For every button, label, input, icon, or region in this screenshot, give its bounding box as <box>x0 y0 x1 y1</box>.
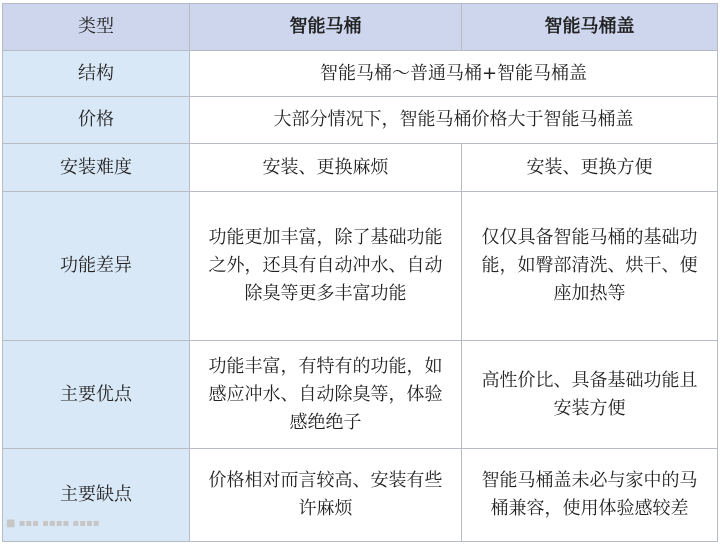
smart-toilet-cell: 功能更加丰富，除了基础功能之外，还具有自动冲水、自动除臭等更多丰富功能 <box>190 192 462 341</box>
watermark: ■ ▪▪▪ ▪▪▪▪ ▪▪▪▪ <box>6 518 100 529</box>
row-label: 安装难度 <box>3 144 190 192</box>
comparison-table <box>2 3 718 542</box>
row-main-disadvantages <box>3 449 718 542</box>
smart-seat-cell: 仅仅具备智能马桶的基础功能，如臀部清洗、烘干、便座加热等 <box>462 192 718 341</box>
row-install-difficulty <box>3 144 718 192</box>
row-label: 主要优点 <box>3 341 190 449</box>
row-structure <box>3 51 718 97</box>
row-label: 功能差异 <box>3 192 190 341</box>
row-label: 价格 <box>3 97 190 144</box>
smart-seat-cell: 智能马桶盖未必与家中的马桶兼容，使用体验感较差 <box>462 449 718 542</box>
smart-seat-cell: 高性价比、具备基础功能且安装方便 <box>462 341 718 449</box>
row-function-difference <box>3 192 718 341</box>
smart-toilet-cell: 价格相对而言较高、安装有些许麻烦 <box>190 449 462 542</box>
header-row <box>3 4 718 51</box>
smart-toilet-cell: 安装、更换麻烦 <box>190 144 462 192</box>
row-main-advantages <box>3 341 718 449</box>
row-price <box>3 97 718 144</box>
row-label: 主要缺点 <box>3 449 190 542</box>
smart-seat-header-cell: 智能马桶盖 <box>462 4 718 51</box>
merged-cell: 智能马桶～普通马桶+智能马桶盖 <box>190 51 718 97</box>
merged-cell: 大部分情况下，智能马桶价格大于智能马桶盖 <box>190 97 718 144</box>
row-label: 结构 <box>3 51 190 97</box>
smart-toilet-cell: 功能丰富，有特有的功能，如感应冲水、自动除臭等，体验感绝绝子 <box>190 341 462 449</box>
smart-toilet-header-cell: 智能马桶 <box>190 4 462 51</box>
type-header-cell: 类型 <box>3 4 190 51</box>
smart-seat-cell: 安装、更换方便 <box>462 144 718 192</box>
